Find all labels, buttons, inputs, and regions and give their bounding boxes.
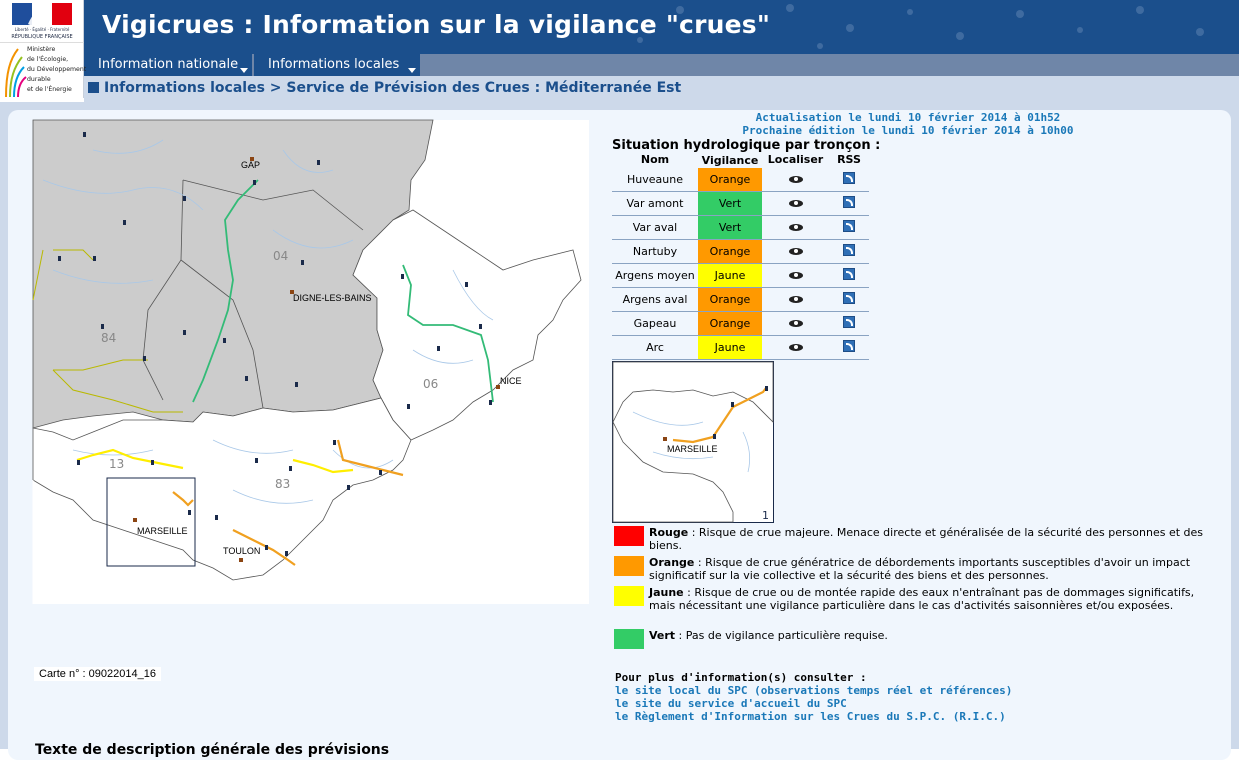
rss-icon[interactable] [843, 292, 855, 304]
troncon-name: Argens aval [622, 293, 688, 306]
department-label: 04 [273, 249, 289, 263]
legend-name: Orange [649, 556, 695, 569]
nav-label: Information nationale [98, 57, 239, 72]
eye-icon[interactable] [789, 320, 803, 327]
vigilance-level: Vert [698, 216, 762, 239]
eye-icon[interactable] [789, 200, 803, 207]
rss-cell [829, 340, 869, 355]
dropdown-arrow-icon [408, 68, 416, 73]
situation-title: Situation hydrologique par tronçon : [612, 138, 881, 153]
dropdown-arrow-icon [240, 68, 248, 73]
vigilance-table [612, 153, 869, 360]
legend-text: : Risque de crue majeure. Menace directe et généralisée de la sécurité des personnes et des biens. [649, 526, 1204, 552]
main-nav [84, 54, 1239, 76]
vigilance-level: Vert [698, 192, 762, 215]
general-description-title: Texte de description générale des prévisions [35, 742, 390, 758]
legend-swatch [614, 556, 644, 576]
troncon-name: Arc [646, 341, 664, 354]
header-banner [0, 0, 1239, 54]
ministere-line: Ministère [27, 46, 56, 53]
legend-swatch [614, 526, 644, 546]
rss-cell [829, 172, 869, 187]
more-info [615, 671, 1012, 723]
eye-icon[interactable] [789, 248, 803, 255]
eye-icon[interactable] [789, 272, 803, 279]
localiser-cell [762, 269, 829, 282]
rss-icon[interactable] [843, 220, 855, 232]
legend-text: : Pas de vigilance particulière requise. [675, 629, 888, 642]
localiser-cell [762, 221, 829, 234]
nav-information-nationale[interactable] [84, 54, 252, 76]
troncon-name: Var aval [632, 221, 678, 234]
republique-francaise-logo[interactable] [0, 0, 84, 42]
page-title: Vigicrues : Information sur la vigilance "crues" [102, 10, 771, 39]
city-label: DIGNE-LES-BAINS [293, 293, 372, 303]
col-header: RSS [837, 153, 861, 166]
breadcrumb-section[interactable]: Informations locales [104, 80, 265, 96]
vigilance-map[interactable] [33, 120, 589, 604]
table-header [612, 153, 869, 168]
localiser-cell [762, 317, 829, 330]
rss-cell [829, 316, 869, 331]
table-row [612, 288, 869, 312]
update-info [700, 111, 1116, 137]
eye-icon[interactable] [789, 176, 803, 183]
legend-text: : Risque de crue ou de montée rapide des eaux n'entraînant pas de dommages significatifs, mais nécessitant une vigilance particulière dans le cas d'activités saisonnières et/ou exposées. [649, 586, 1195, 612]
eye-icon[interactable] [789, 344, 803, 351]
breadcrumb [88, 80, 681, 96]
city-label: TOULON [223, 546, 261, 556]
troncon-name: Nartuby [632, 245, 678, 258]
legend-swatch [614, 586, 644, 606]
department-label: 84 [101, 331, 117, 345]
vigilance-level: Orange [698, 288, 762, 311]
city-label: GAP [241, 160, 261, 170]
update-line: Actualisation le lundi 10 février 2014 à 01h52 [755, 111, 1061, 124]
department-label: 13 [109, 457, 125, 471]
link-reglement-ric[interactable]: le Règlement d'Information sur les Crues du S.P.C. (R.I.C.) [615, 710, 1006, 723]
rss-icon[interactable] [843, 340, 855, 352]
zoom-inset-map[interactable] [612, 361, 774, 523]
table-row [612, 336, 869, 360]
inset-number: 1 [762, 509, 769, 522]
ministere-line: du Développement [27, 66, 87, 73]
vigilance-level: Orange [698, 312, 762, 335]
vigilance-level: Orange [698, 168, 762, 191]
vigilance-level: Jaune [698, 336, 762, 359]
department-label: 83 [275, 477, 291, 491]
table-row [612, 168, 869, 192]
eye-icon[interactable] [789, 224, 803, 231]
legend-name: Vert [649, 629, 676, 642]
legend-name: Jaune [649, 586, 684, 599]
legend-text: : Risque de crue génératrice de débordements importants susceptibles d'avoir un impact significatif sur la vie collective et la sécurité des biens et des personnes. [649, 556, 1191, 582]
ministere-logo[interactable] [0, 42, 87, 98]
bullet-square-icon [88, 82, 99, 93]
localiser-cell [762, 293, 829, 306]
more-info-label: Pour plus d'information(s) consulter : [615, 671, 867, 684]
nav-informations-locales[interactable] [254, 54, 420, 76]
table-body [612, 168, 869, 360]
col-header: Vigilance [701, 154, 759, 167]
svg-text:Liberté · Égalité · Fraternité: Liberté · Égalité · Fraternité [14, 27, 70, 32]
department-label: 06 [423, 377, 439, 391]
table-row [612, 240, 869, 264]
rss-icon[interactable] [843, 172, 855, 184]
col-header: Localiser [767, 153, 824, 166]
rss-cell [829, 268, 869, 283]
city-label: MARSEILLE [137, 526, 188, 536]
vigilance-level: Orange [698, 240, 762, 263]
troncon-name: Argens moyen [615, 269, 695, 282]
col-header: Nom [640, 153, 670, 166]
eye-icon[interactable] [789, 296, 803, 303]
city-label: NICE [500, 376, 522, 386]
ministere-line: durable [27, 76, 51, 83]
vigilance-level: Jaune [698, 264, 762, 287]
troncon-name: Var amont [626, 197, 684, 210]
nav-label: Informations locales [268, 57, 400, 72]
rss-icon[interactable] [843, 316, 855, 328]
table-row [612, 264, 869, 288]
rss-icon[interactable] [843, 196, 855, 208]
link-spc-local[interactable]: le site local du SPC (observations temps réel et références) [615, 684, 1013, 697]
rf-text: RÉPUBLIQUE FRANÇAISE [11, 34, 73, 40]
ministere-line: de l'Écologie, [27, 56, 69, 63]
map-number-label: Carte n° : 09022014_16 [34, 667, 161, 681]
link-service-accueil[interactable]: le site du service d'accueil du SPC [615, 697, 847, 710]
localiser-cell [762, 173, 829, 186]
breadcrumb-page: Service de Prévision des Crues : Méditerranée Est [286, 80, 682, 96]
rss-cell [829, 220, 869, 235]
rss-cell [829, 196, 869, 211]
rss-icon[interactable] [843, 244, 855, 256]
localiser-cell [762, 341, 829, 354]
breadcrumb-separator: > [264, 80, 287, 96]
table-row [612, 192, 869, 216]
table-row [612, 216, 869, 240]
troncon-name: Gapeau [633, 317, 677, 330]
legend-swatch [614, 629, 644, 649]
rss-icon[interactable] [843, 268, 855, 280]
localiser-cell [762, 245, 829, 258]
rss-cell [829, 244, 869, 259]
inset-city-label: MARSEILLE [667, 444, 718, 454]
ministere-line: et de l'Énergie [27, 86, 72, 93]
rss-cell [829, 292, 869, 307]
next-edition-line: Prochaine édition le lundi 10 février 2014 à 10h00 [742, 124, 1074, 137]
localiser-cell [762, 197, 829, 210]
table-row [612, 312, 869, 336]
legend-name: Rouge [649, 526, 689, 539]
breadcrumb-bar [84, 76, 1239, 102]
troncon-name: Huveaune [627, 173, 683, 186]
